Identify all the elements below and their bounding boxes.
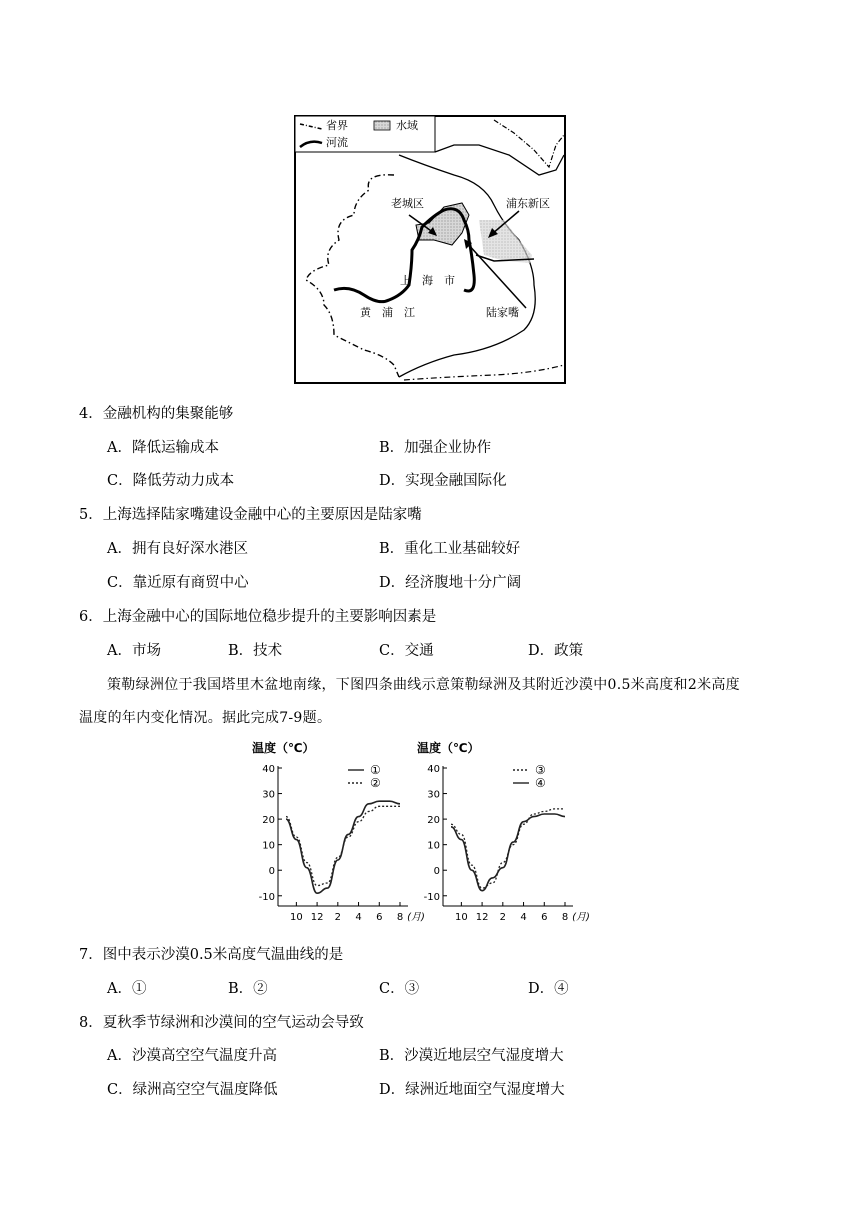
label-huangpu: 黄 浦 江 — [360, 306, 415, 319]
question-4-option-c[interactable]: C．降低劳动力成本 — [107, 473, 235, 489]
question-8-option-c[interactable]: C．绿洲高空空气温度降低 — [107, 1082, 278, 1098]
question-8-option-d[interactable]: D．绿洲近地面空气湿度增大 — [379, 1082, 565, 1098]
question-7-stem: 7．图中表示沙漠0.5米高度气温曲线的是 — [79, 947, 344, 963]
question-6-option-a[interactable]: A．市场 — [107, 643, 161, 659]
passage-line-2: 温度的年内变化情况。据此完成7-9题。 — [79, 710, 332, 726]
question-7-option-a[interactable]: A．① — [107, 981, 147, 997]
label-shanghai: 上 海 市 — [400, 274, 455, 287]
y-tick-label: 0 — [433, 866, 440, 878]
water-legend-swatch — [374, 121, 390, 130]
question-5-stem: 5．上海选择陆家嘴建设金融中心的主要原因是陆家嘴 — [79, 507, 422, 523]
x-tick-label: 12 — [475, 912, 489, 923]
y-tick-label: 30 — [427, 789, 440, 801]
shanghai-map — [294, 115, 566, 385]
question-6-stem: 6．上海金融中心的国际地位稳步提升的主要影响因素是 — [79, 609, 437, 625]
chart-ylabel: 温度（℃） — [417, 741, 480, 755]
x-tick-label: 10 — [454, 912, 468, 923]
question-4-option-b[interactable]: B．加强企业协作 — [379, 440, 492, 456]
x-tick-label: 4 — [355, 912, 362, 923]
question-4-option-a[interactable]: A．降低运输成本 — [107, 440, 219, 456]
passage-line-1: 策勒绿洲位于我国塔里木盆地南缘，下图四条曲线示意策勒绿洲及其附近沙漠中0.5米高度和2米高度 — [107, 677, 740, 693]
x-tick-label: 8 — [561, 912, 569, 923]
y-tick-label: 0 — [268, 866, 275, 878]
question-5-option-d[interactable]: D．经济腹地十分广阔 — [379, 575, 522, 591]
legend-label-1: ③ — [535, 763, 546, 777]
temperature-chart-left — [250, 738, 425, 928]
legend-water: 水域 — [396, 119, 418, 132]
y-tick-label: 30 — [262, 789, 275, 801]
x-tick-label: 10 — [289, 912, 303, 923]
y-tick-label: 10 — [427, 840, 440, 852]
legend-boundary: 省界 — [326, 119, 348, 132]
temperature-chart-right — [415, 738, 595, 928]
y-tick-label: -10 — [423, 891, 440, 903]
label-pudong: 浦东新区 — [506, 197, 550, 210]
question-5-option-a[interactable]: A．拥有良好深水港区 — [107, 541, 248, 557]
x-tick-label: 2 — [499, 912, 507, 923]
legend-label-2: ② — [370, 776, 381, 790]
question-5-option-c[interactable]: C．靠近原有商贸中心 — [107, 575, 249, 591]
y-tick-label: -10 — [258, 891, 275, 903]
question-6-option-b[interactable]: B．技术 — [228, 643, 283, 659]
x-tick-label: 8 — [396, 912, 404, 923]
x-tick-label: 12 — [310, 912, 324, 923]
question-8-option-b[interactable]: B．沙漠近地层空气湿度增大 — [379, 1048, 564, 1064]
series-line-1 — [451, 809, 565, 888]
y-tick-label: 20 — [427, 815, 440, 827]
label-lujiazui: 陆家嘴 — [486, 306, 519, 319]
x-tick-label: 4 — [520, 912, 527, 923]
question-7-option-b[interactable]: B．② — [228, 981, 268, 997]
x-tick-label: 2 — [334, 912, 342, 923]
question-4-option-d[interactable]: D．实现金融国际化 — [379, 473, 507, 489]
x-tick-label: 6 — [541, 912, 548, 923]
y-tick-label: 40 — [262, 764, 275, 775]
legend-label-2: ④ — [535, 776, 546, 790]
question-8-option-a[interactable]: A．沙漠高空空气温度升高 — [107, 1048, 277, 1064]
question-6-option-c[interactable]: C．交通 — [379, 643, 434, 659]
x-tick-label: 6 — [376, 912, 383, 923]
question-7-option-d[interactable]: D．④ — [528, 981, 569, 997]
question-5-option-b[interactable]: B．重化工业基础较好 — [379, 541, 521, 557]
question-7-option-c[interactable]: C．③ — [379, 981, 420, 997]
question-4-stem: 4．金融机构的集聚能够 — [79, 406, 234, 422]
question-8-stem: 8．夏秋季节绿洲和沙漠间的空气运动会导致 — [79, 1015, 364, 1031]
y-tick-label: 10 — [262, 840, 275, 852]
y-tick-label: 40 — [427, 764, 440, 775]
label-old-city: 老城区 — [391, 197, 424, 210]
chart-xlabel: (月) — [572, 912, 590, 923]
y-tick-label: 20 — [262, 815, 275, 827]
series-line-2 — [451, 814, 565, 891]
legend-river: 河流 — [326, 136, 348, 149]
chart-xlabel: (月) — [407, 912, 425, 923]
chart-ylabel: 温度（℃） — [252, 741, 315, 755]
legend-label-1: ① — [370, 763, 381, 777]
question-6-option-d[interactable]: D．政策 — [528, 643, 584, 659]
